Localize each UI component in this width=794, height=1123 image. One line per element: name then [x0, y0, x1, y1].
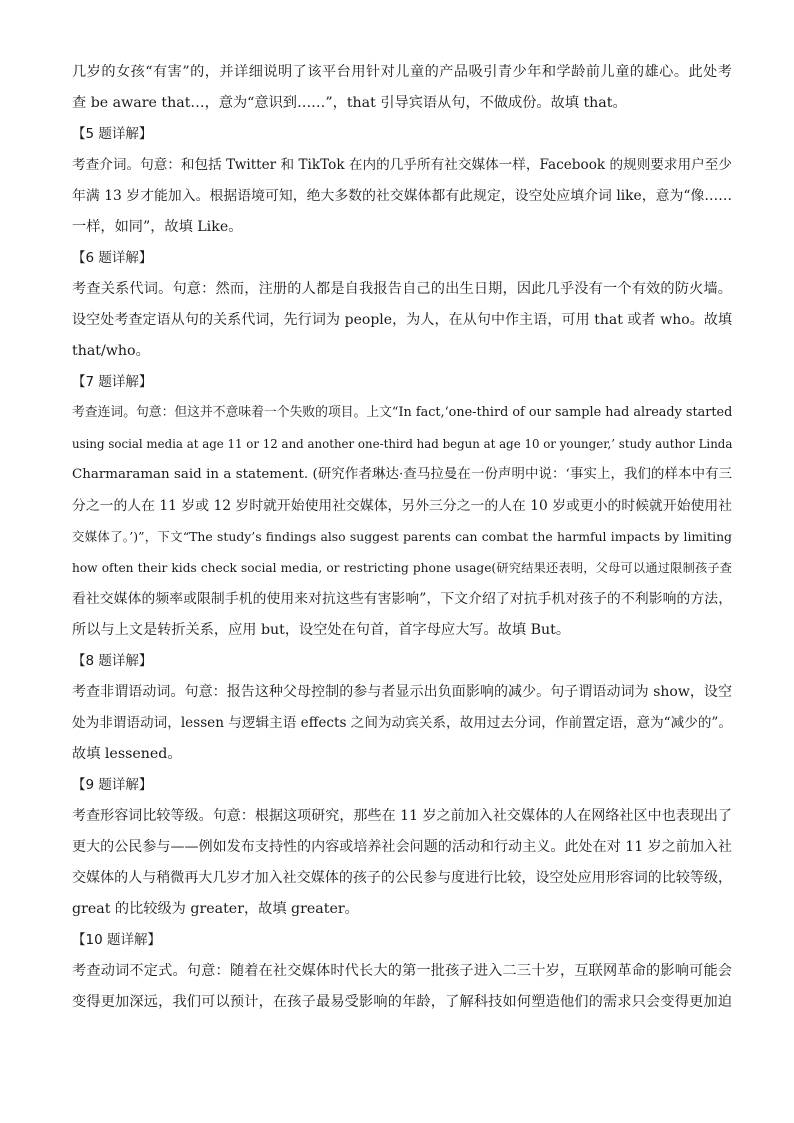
section-heading-6: 【6 题详解】: [72, 250, 153, 266]
text-line: 一样，如同”，故填 Like。: [72, 219, 243, 235]
section-heading-5: 【5 题详解】: [72, 126, 153, 142]
text-line: 故填 lessened。: [72, 746, 182, 762]
text-line: 更大的公民参与——例如发布支持性的内容或培养社会问题的活动和行动主义。此处在对 11 岁之前加入社: [72, 839, 732, 855]
section-heading-10: 【10 题详解】: [72, 932, 161, 948]
section-heading-8: 【8 题详解】: [72, 653, 153, 669]
text-line: 几岁的女孩“有害”的，并详细说明了该平台用针对儿童的产品吸引青少年和学龄前儿童的雄心。此处考: [72, 64, 732, 80]
text-line: 考查形容词比较等级。句意：根据这项研究，那些在 11 岁之前加入社交媒体的人在网络社区中也表现出了: [72, 808, 732, 824]
text-line: 看社交媒体的频率或限制手机的使用来对抗这些有害影响”，下文介绍了对抗手机对孩子的不利影响的方法，: [72, 591, 732, 607]
text-line: 考查非谓语动词。句意：报告这种父母控制的参与者显示出负面影响的减少。句子谓语动词为 show，设空: [72, 684, 732, 700]
text-line: 考查关系代词。句意：然而，注册的人都是自我报告自己的出生日期，因此几乎没有一个有效的防火墙。: [72, 281, 732, 297]
text-line: great 的比较级为 greater，故填 greater。: [72, 901, 359, 917]
text-line: 考查介词。句意：和包括 Twitter 和 TikTok 在内的几乎所有社交媒体一样，Facebook 的规则要求用户至少: [72, 157, 732, 173]
text-line: 处为非谓语动词，lessen 与逻辑主语 effects 之间为动宾关系，故用过去分词，作前置定语，意为“减少的”。: [72, 715, 732, 731]
text-line: 分之一的人在 11 岁或 12 岁时就开始使用社交媒体，另外三分之一的人在 10 岁或更小的时候就开始使用社: [72, 498, 732, 514]
text-line: how often their kids check social media, or restricting phone usage(研究结果还表明，父母可以通过限制孩子查: [72, 561, 732, 575]
text-line: that/who。: [72, 343, 150, 359]
text-line: 变得更加深远，我们可以预计，在孩子最易受影响的年龄，了解科技如何塑造他们的需求只会变得更加迫: [72, 994, 732, 1010]
text-line: Charmaraman said in a statement. (研究作者琳达·查马拉曼在一份声明中说：‘事实上，我们的样本中有三: [72, 467, 732, 482]
text-line: 年满 13 岁才能加入。根据语境可知，绝大多数的社交媒体都有此规定，设空处应填介词 like，意为“像……: [72, 188, 732, 204]
text-line: 考查连词。句意：但这并不意味着一个失败的项目。上文“In fact,‘one-third of our sample had already started: [72, 405, 733, 420]
text-line: 考查动词不定式。句意：随着在社交媒体时代长大的第一批孩子进入二三十岁，互联网革命的影响可能会: [72, 963, 732, 979]
text-line: 所以与上文是转折关系，应用 but，设空处在句首，首字母应大写。故填 But。: [72, 622, 571, 638]
text-line: using social media at age 11 or 12 and another one-third had begun at age 10 or younger,’ study author Linda: [72, 437, 733, 451]
text-line: 查 be aware that…，意为“意识到……”，that 引导宾语从句，不做成份。故填 that。: [72, 95, 627, 111]
text-line: 交媒体的人与稍微再大几岁才加入社交媒体的孩子的公民参与度进行比较，设空处应用形容词的比较等级，: [72, 870, 732, 886]
section-heading-9: 【9 题详解】: [72, 777, 153, 793]
text-line: 交媒体了。’)”，下文“The study’s findings also suggest parents can combat the harmful impacts by limiting: [72, 529, 732, 544]
section-heading-7: 【7 题详解】: [72, 374, 153, 390]
text-line: 设空处考查定语从句的关系代词，先行词为 people，为人，在从句中作主语，可用 that 或者 who。故填: [72, 312, 732, 328]
